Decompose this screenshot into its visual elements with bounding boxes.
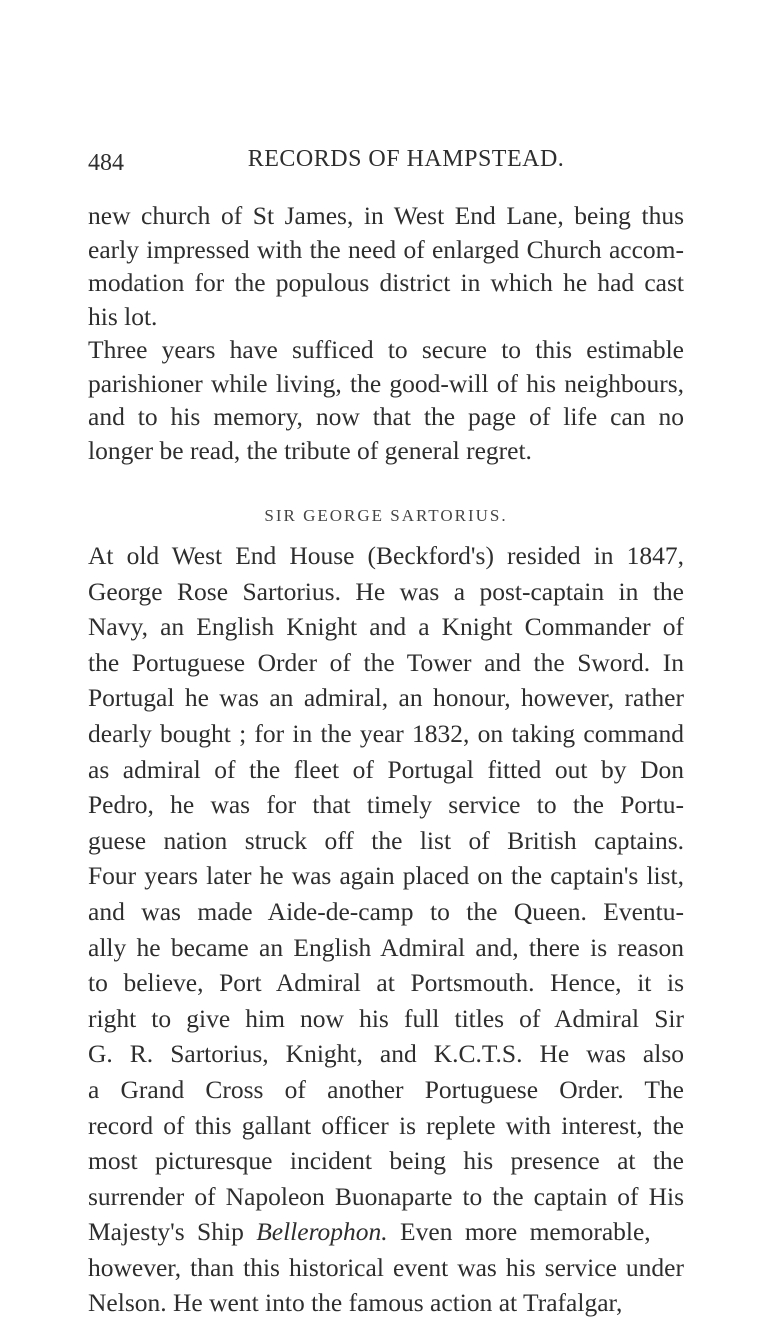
text-line: and was made Aide-de-camp to the Queen. Eventu-: [88, 896, 684, 926]
text-line: his lot.: [88, 301, 158, 331]
ship-name-italic: Bellerophon.: [256, 1217, 388, 1247]
section-heading: SIR GEORGE SARTORIUS.: [264, 506, 508, 525]
text-line: as admiral of the fleet of Portugal fitted out by Don: [88, 754, 684, 784]
text-line: to believe, Port Admiral at Portsmouth. Hence, it is: [88, 968, 684, 998]
text-line: however, than this historical event was his service under: [88, 1252, 684, 1282]
text-segment: Majesty's Ship: [88, 1217, 257, 1247]
page-header: [88, 146, 684, 182]
text-line: new church of St James, in West End Lane, being thus: [88, 201, 684, 230]
text-line: the Portuguese Order of the Tower and the Sword. In: [88, 647, 684, 677]
text-line: [88, 1214, 684, 1250]
text-line: guese nation struck off the list of British captains.: [88, 825, 684, 855]
text-line: right to give him now his full titles of Admiral Sir: [88, 1003, 684, 1033]
text-line: longer be read, the tribute of general regret.: [88, 435, 532, 465]
text-line: Portugal he was an admiral, an honour, however, rather: [88, 683, 684, 713]
paragraph-1: [88, 199, 684, 333]
text-line: ally he became an English Admiral and, there is reason: [88, 932, 684, 962]
text-line: early impressed with the need of enlarged Church accom-: [88, 234, 684, 264]
text-line: Navy, an English Knight and a Knight Commander of: [88, 612, 684, 642]
text-line: Three years have sufficed to secure to this estimable: [88, 335, 684, 364]
text-line: a Grand Cross of another Portuguese Order. The: [88, 1074, 684, 1104]
text-line: dearly bought ; for in the year 1832, on taking command: [88, 718, 684, 748]
text-line: modation for the populous district in which he had cast: [88, 268, 684, 298]
text-line: surrender of Napoleon Buonaparte to the captain of His: [88, 1181, 684, 1211]
text-line: Nelson. He went into the famous action at Trafalgar,: [88, 1288, 623, 1318]
text-line: Four years later he was again placed on the captain's list,: [88, 861, 684, 891]
text-line: and to his memory, now that the page of life can no: [88, 402, 684, 432]
text-line: G. R. Sartorius, Knight, and K.C.T.S. He was also: [88, 1039, 684, 1069]
running-title: RECORDS OF HAMPSTEAD.: [247, 146, 565, 172]
text-segment: Even more memorable,: [387, 1217, 651, 1247]
text-line: parishioner while living, the good-will of his neighbours,: [88, 368, 684, 398]
section-paragraph: [88, 538, 684, 1321]
text-line: most picturesque incident being his presence at the: [88, 1146, 684, 1176]
page-number: 484: [88, 150, 124, 176]
text-line: Pedro, he was for that timely service to the Portu-: [88, 790, 684, 820]
paragraph-2: [88, 333, 684, 467]
text-line: George Rose Sartorius. He was a post-captain in the: [88, 576, 684, 606]
text-line: record of this gallant officer is replete with interest, the: [88, 1110, 684, 1140]
text-line: At old West End House (Beckford's) resided in 1847,: [88, 541, 684, 570]
